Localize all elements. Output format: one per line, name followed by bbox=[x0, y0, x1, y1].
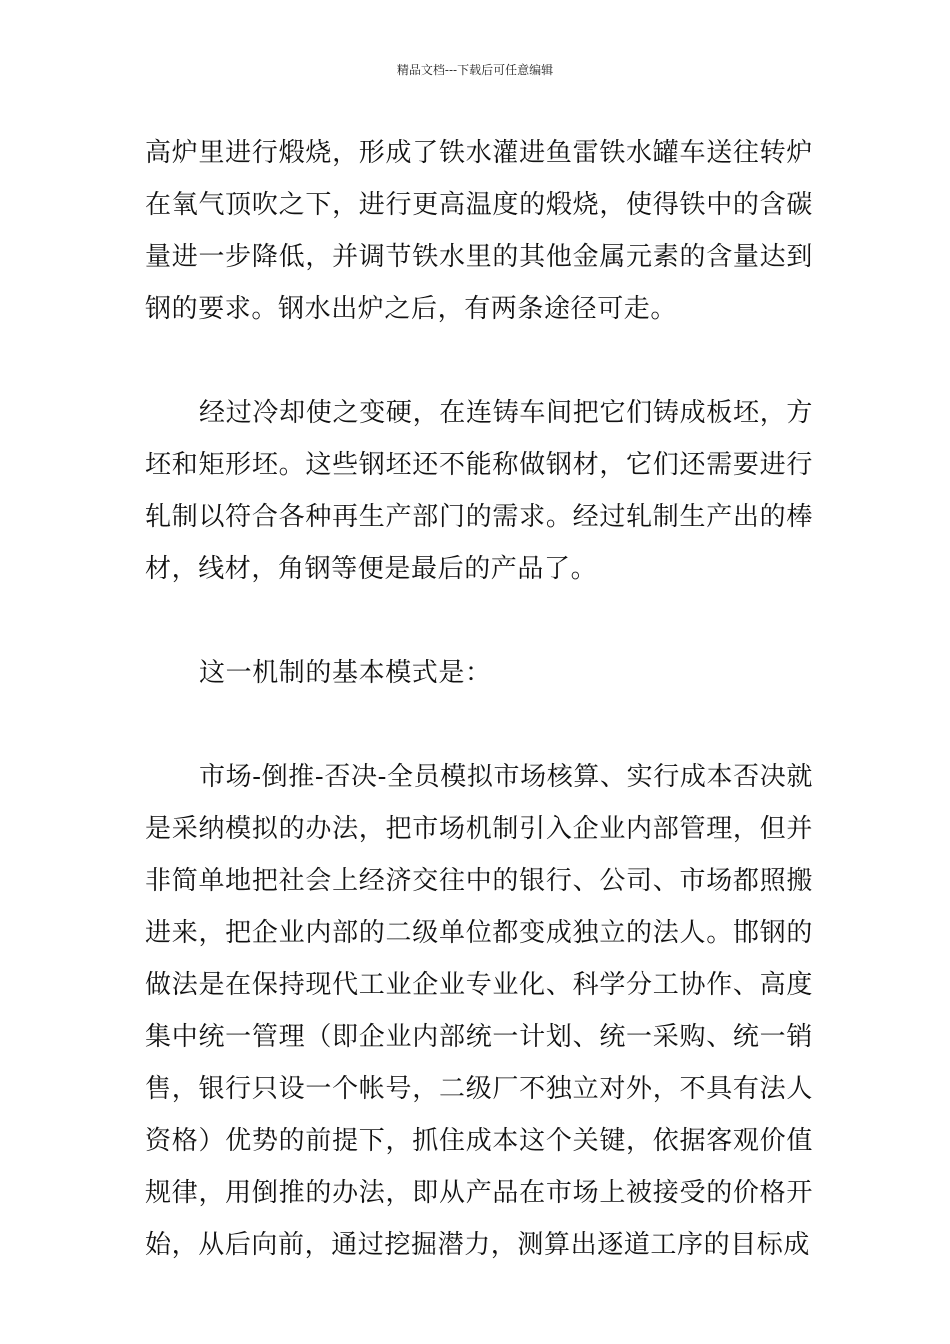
paragraph-2: 经过冷却使之变硬，在连铸车间把它们铸成板坯，方坯和矩形坯。这些钢坯还不能称做钢材，它们还需要进行轧制以符合各种再生产部门的需求。经过轧制生产出的棒材，线材，角钢等便是最后的产品了。 bbox=[145, 398, 813, 584]
paragraph-4: 市场-倒推-否决-全员模拟市场核算、实行成本否决就是采纳模拟的办法，把市场机制引入企业内部管理，但并非简单地把社会上经济交往中的银行、公司、市场都照搬进来，把企业内部的二级单位都变成独立的法人。邯钢的做法是在保持现代工业企业专业化、科学分工协作、高度集中统一管理（即企业内部统一计划、统一采购、统一销售，银行只设一个帐号，二级厂不独立对外，不具有法人资格）优势的前提下，抓住成本这个关键，依据客观价值规律，用倒推的办法，即从产品在市场上被接受的价格开始，从后向前，通过挖掘潜力，测算出逐道工序的目标成 bbox=[145, 762, 813, 1260]
page-header: 精品文档---下载后可任意编辑 bbox=[396, 63, 554, 77]
document-body bbox=[145, 127, 813, 1271]
paragraph-3: 这一机制的基本模式是： bbox=[199, 658, 492, 688]
paragraph-1: 高炉里进行煅烧，形成了铁水灌进鱼雷铁水罐车送往转炉在氧气顶吹之下，进行更高温度的煅烧，使得铁中的含碳量进一步降低，并调节铁水里的其他金属元素的含量达到钢的要求。钢水出炉之后，有两条途径可走。 bbox=[145, 138, 813, 324]
